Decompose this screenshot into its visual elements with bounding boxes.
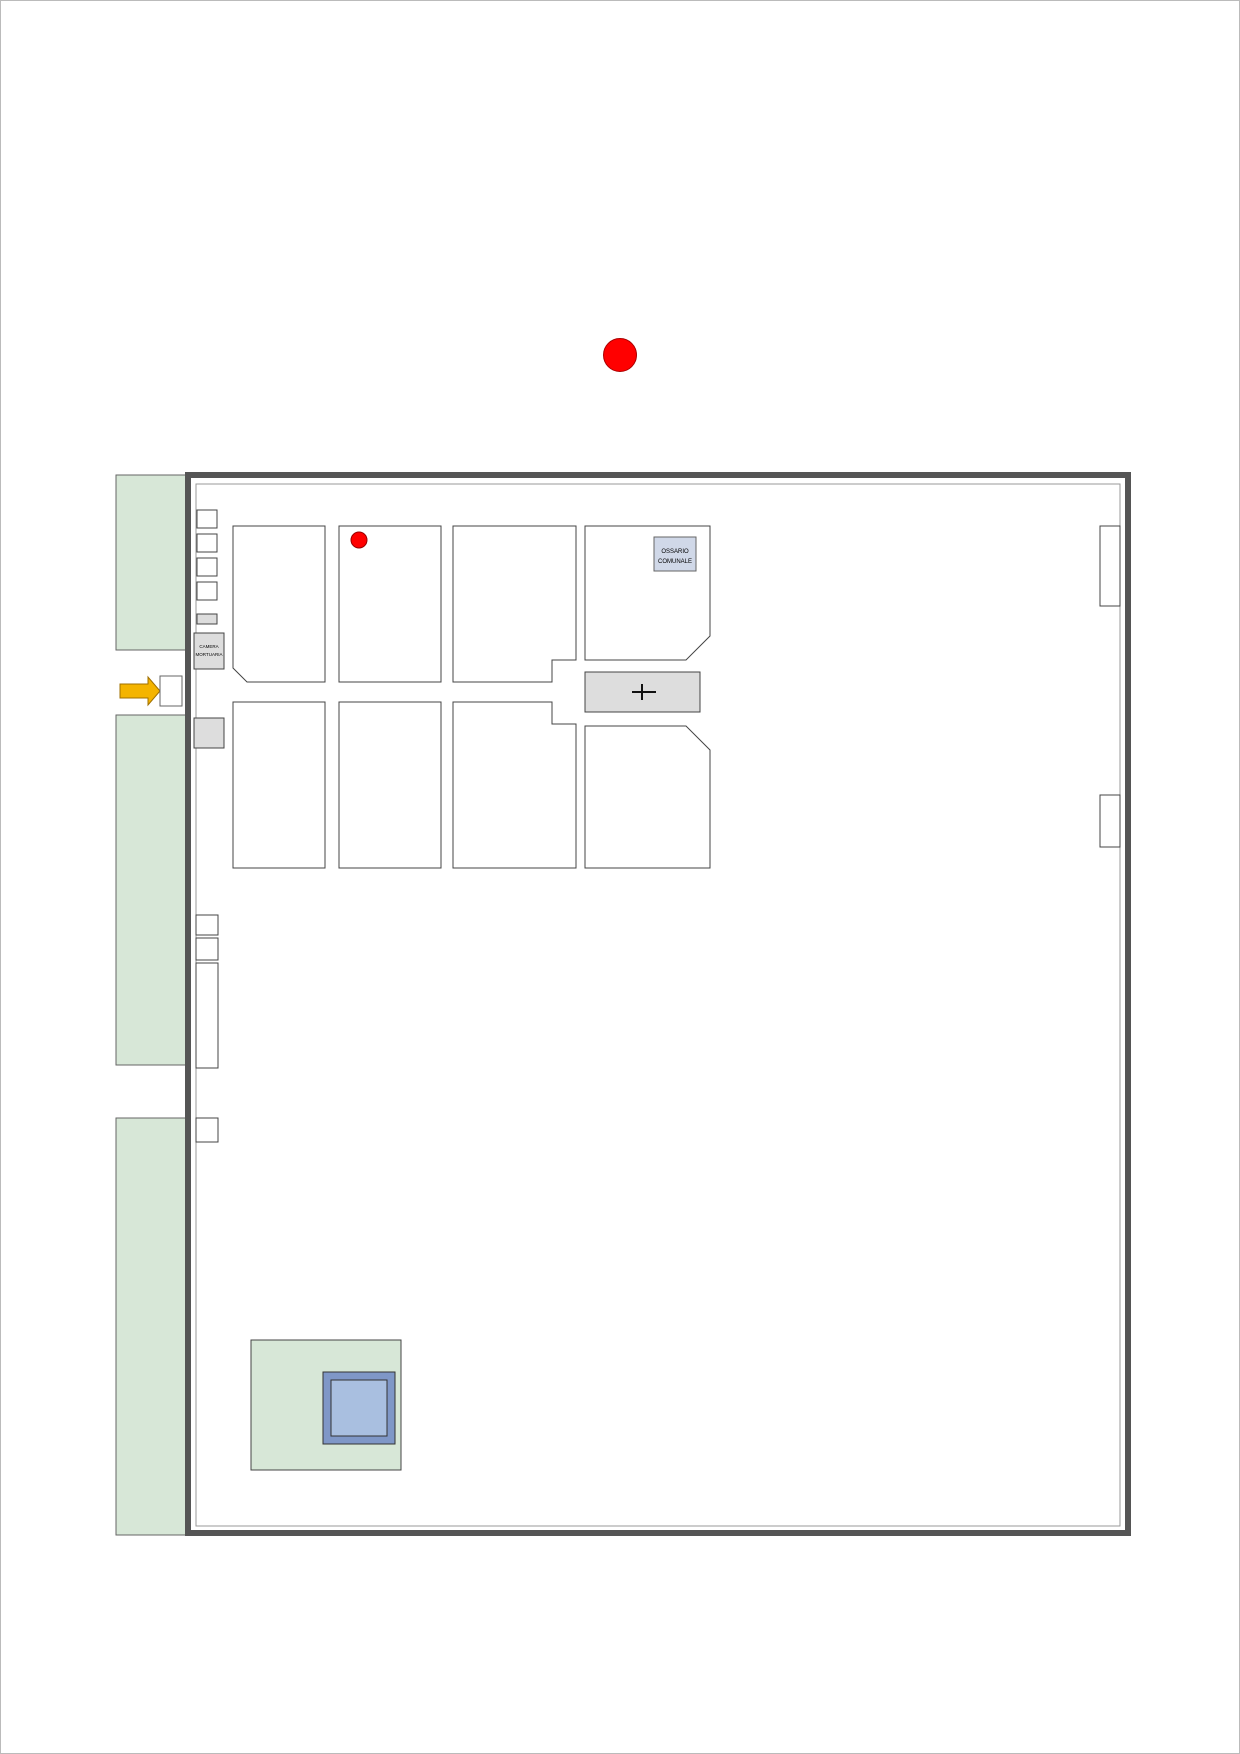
svg-text:COMUNALE: COMUNALE (657, 559, 693, 565)
burial-position-marker[interactable] (351, 532, 367, 548)
svg-text:OSSARIO: OSSARIO (661, 549, 689, 555)
svg-text:CAMERA: CAMERA (199, 644, 219, 649)
ossario-bottom (251, 1340, 401, 1470)
hedge (116, 715, 186, 1065)
hedge (116, 1118, 186, 1535)
entrance-arrow-icon[interactable] (120, 677, 160, 705)
entrance-gate[interactable] (160, 676, 182, 706)
ossario-top (654, 537, 696, 571)
hedge (116, 475, 186, 650)
svg-text:MORTUARIA: MORTUARIA (195, 652, 223, 657)
